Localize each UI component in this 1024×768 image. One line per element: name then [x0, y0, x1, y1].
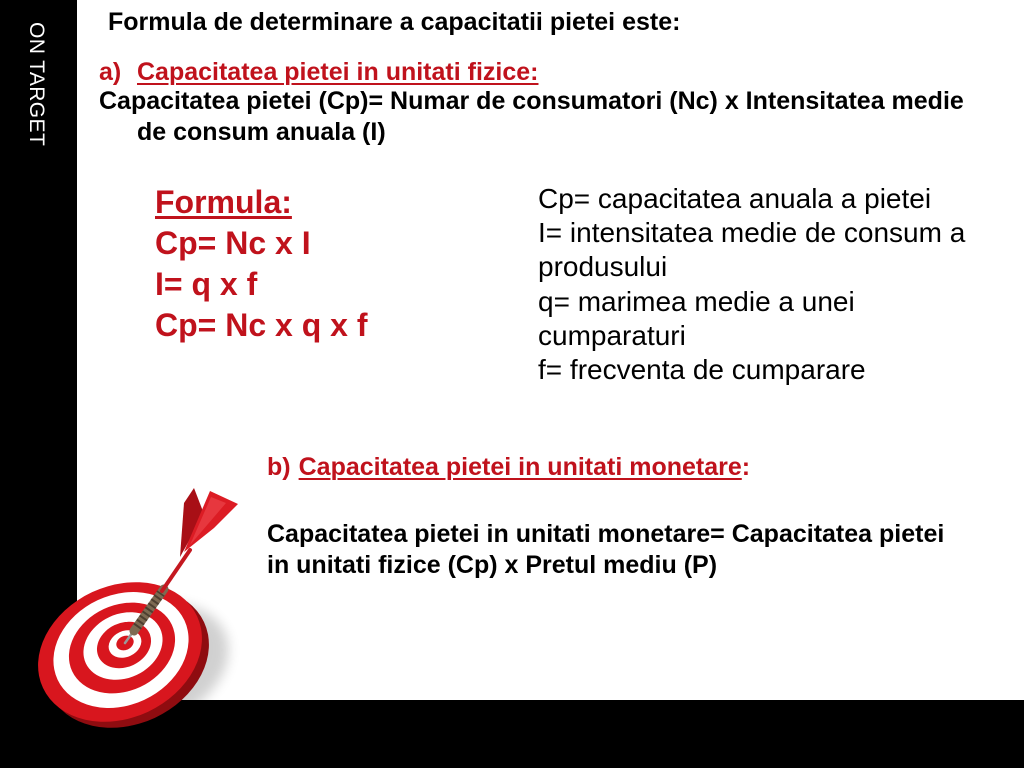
- definition-item: q= marimea medie a unei cumparaturi: [538, 285, 855, 351]
- formula-line: I= q x f: [155, 266, 258, 302]
- section-a-heading-text: Capacitatea pietei in unitati fizice:: [137, 58, 539, 86]
- section-a-heading: [99, 57, 538, 87]
- section-b-marker: b): [267, 453, 291, 481]
- section-a-marker: a): [99, 58, 122, 86]
- section-b-heading-text: Capacitatea pietei in unitati monetare: [298, 453, 742, 481]
- definition-item: f= frecventa de cumparare: [538, 354, 866, 386]
- section-b-heading-suffix: :: [741, 453, 751, 481]
- variable-definitions: [538, 182, 983, 387]
- section-b-definition: Capacitatea pietei in unitati monetare= Capacitatea pietei in unitati fizice (Cp) x Pretul mediu (P): [267, 520, 945, 579]
- dart-shaft: [162, 550, 190, 591]
- definition-item: I= intensitatea medie de consum a produsului: [538, 217, 966, 283]
- formula-heading: Formula:: [155, 184, 292, 220]
- slide-title: Formula de determinare a capacitatii pietei este:: [108, 8, 681, 36]
- definition-item: Cp= capacitatea anuala a pietei: [538, 183, 932, 214]
- section-b-heading: [267, 452, 750, 482]
- formula-block: [155, 182, 368, 346]
- formula-line: Cp= Nc x I: [155, 225, 311, 261]
- dartboard-with-dart-icon: [0, 470, 260, 740]
- target-icon: [15, 556, 232, 740]
- section-a-definition: Capacitatea pietei (Cp)= Numar de consumatori (Nc) x Intensitatea medie de consum anuala (I): [99, 87, 964, 146]
- sidebar-label: ON TARGET: [25, 22, 48, 147]
- formula-line: Cp= Nc x q x f: [155, 307, 368, 343]
